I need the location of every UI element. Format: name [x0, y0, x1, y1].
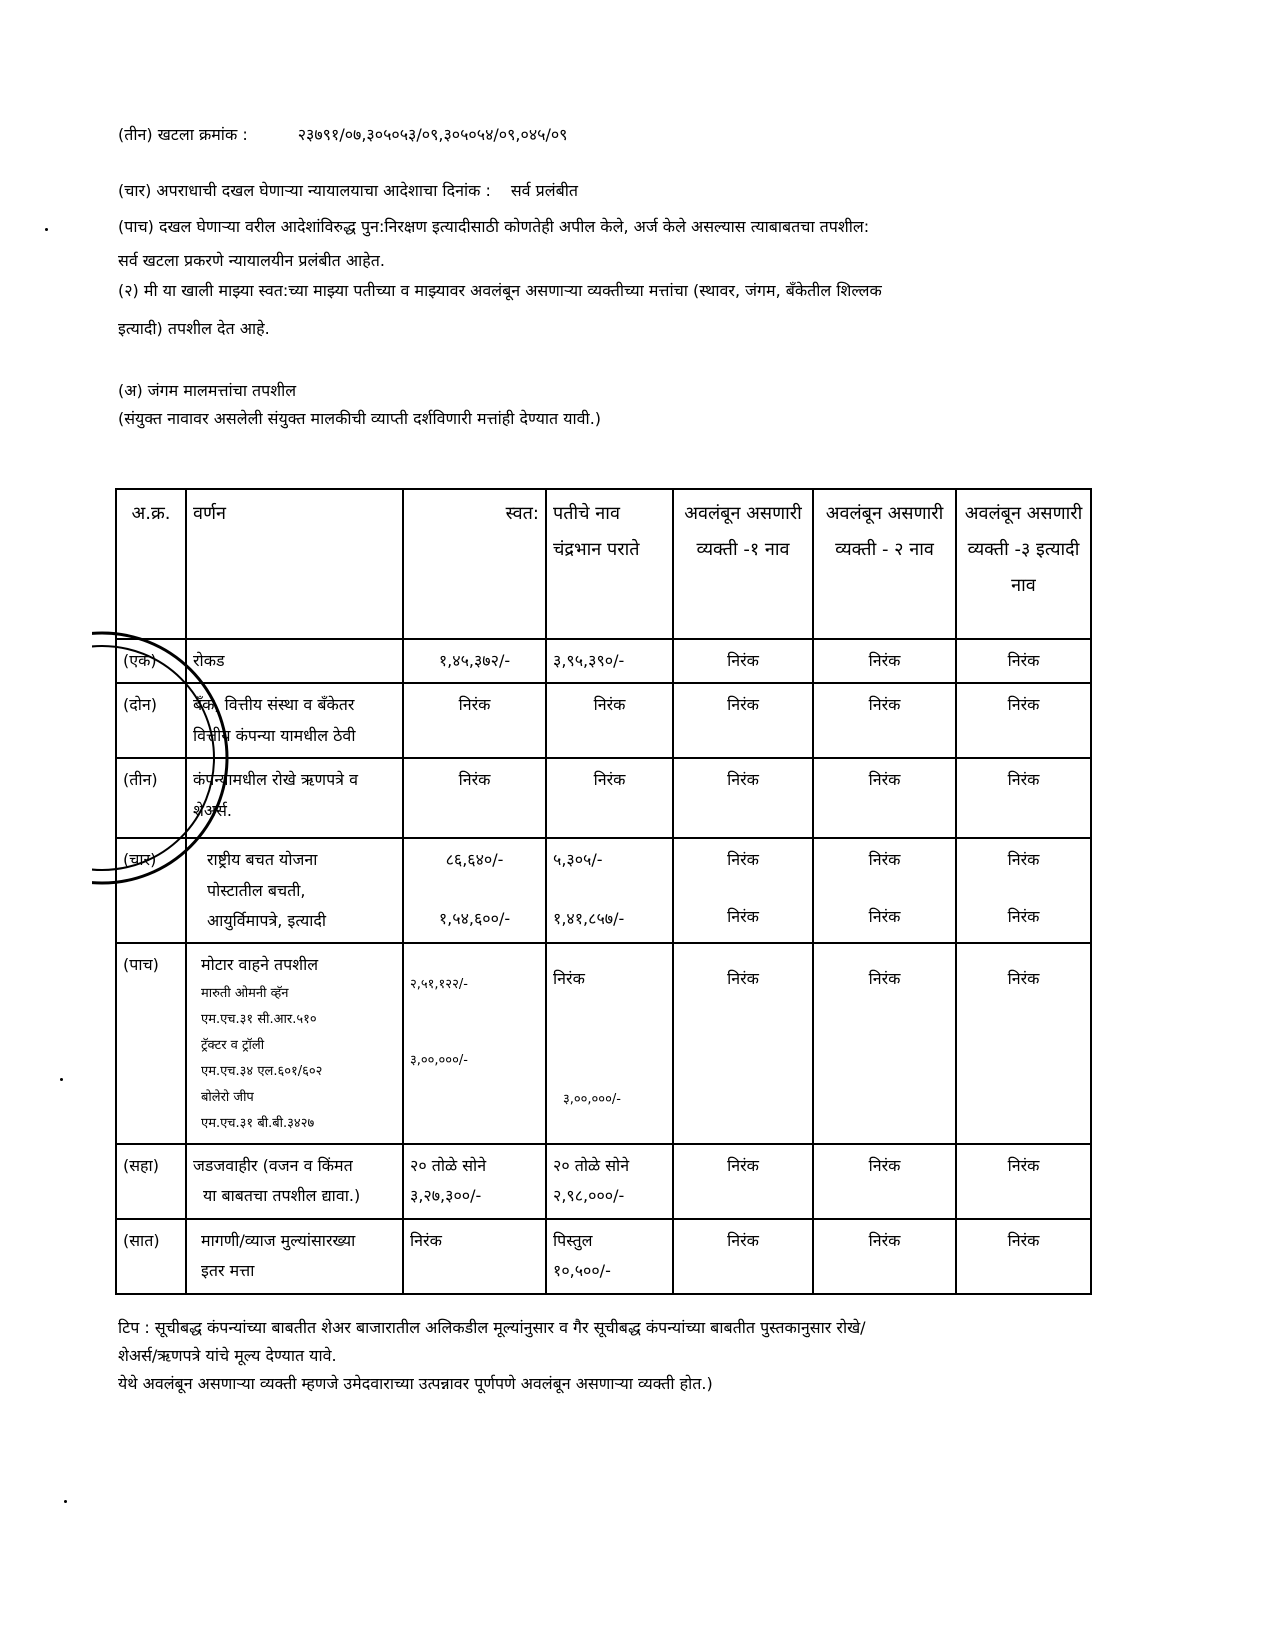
row-dependent-1: निरंक: [727, 850, 759, 870]
table-row: [116, 758, 1091, 838]
scan-speck: [60, 1078, 63, 1081]
row-description: मोटार वाहने तपशील: [201, 955, 319, 975]
row-self-value-2: १,५४,६००/-: [438, 908, 511, 928]
row-spouse-value: ३,९५,३९०/-: [546, 639, 673, 683]
col-header-serial: अ.क्र.: [116, 489, 186, 639]
row-dependent-1: निरंक: [727, 969, 759, 989]
vehicle-name: मारुती ओमनी व्हॅन: [201, 985, 289, 1001]
row-self-value-2: ३,००,०००/-: [410, 1053, 468, 1069]
row-description-2: पोस्टातील बचती,: [207, 880, 306, 900]
vehicle-number: एम.एच.३१ सी.आर.५१०: [201, 1011, 317, 1027]
section-note: (संयुक्त नावावर असलेली संयुक्त मालकीची व्याप्ती दर्शविणारी मत्तांही देण्यात यावी.): [118, 409, 602, 428]
col-header-spouse: पतीचे नाव चंद्रभान पराते: [546, 489, 673, 639]
row-spouse-value-2: २,९८,०००/-: [553, 1186, 625, 1206]
row-serial: (चार): [116, 838, 186, 943]
row-serial: (तीन): [116, 758, 186, 838]
footer-note-2: शेअर्स/ऋणपत्रे यांचे मूल्य देण्यात यावे.: [118, 1345, 337, 1365]
row-description: मागणी/व्याज मुल्यांसारख्या: [201, 1230, 356, 1250]
row-spouse-value: २० तोळे सोने: [553, 1155, 630, 1175]
row-serial: (सात): [116, 1219, 186, 1294]
row-dependent-2: निरंक: [813, 758, 956, 838]
row-dependent-3: निरंक: [956, 639, 1091, 683]
row-self-value: निरंक: [403, 683, 546, 758]
row-serial: (एक): [116, 639, 186, 683]
order-date-line: [118, 178, 1093, 204]
vehicle-name: बोलेरो जीप: [201, 1089, 254, 1105]
row-serial: (पाच): [116, 943, 186, 1143]
vehicle-name: ट्रॅक्टर व ट्रॉली: [201, 1037, 265, 1053]
footer-note: टिप : सूचीबद्ध कंपन्यांच्या बाबतीत शेअर बाजारातील अलिकडील मूल्यांनुसार व गैर सूचीबद्ध कंपन्यांच्या बाबतीत पुस्तकानुसार रोखे/: [118, 1317, 866, 1337]
table-row: [116, 1144, 1091, 1219]
row-self-value: २,५१,१२२/-: [410, 977, 468, 993]
row-description: कंपन्यामधील रोखे ऋणपत्रे व शेअर्स.: [186, 758, 403, 838]
row-spouse-value-2: १०,५००/-: [553, 1260, 611, 1280]
appeal-line: (पाच) दखल घेणाऱ्या वरील आदेशांविरुद्ध पुन:निरक्षण इत्यादीसाठी कोणतेही अपील केले, अर्ज केले असल्यास त्याबाबतचा तपशील:: [118, 217, 870, 236]
row-self-value: १,४५,३७२/-: [403, 639, 546, 683]
row-description: जडजवाहीर (वजन व किंमत: [193, 1155, 353, 1175]
row-dependent-1: निरंक: [673, 1219, 813, 1294]
scan-speck: [64, 1500, 67, 1503]
col-header-dependent-1: अवलंबून असणारी व्यक्ती -१ नाव: [673, 489, 813, 639]
row-dependent-3: निरंक: [956, 683, 1091, 758]
row-dependent-1: निरंक: [673, 639, 813, 683]
row-dependent-1: निरंक: [673, 758, 813, 838]
row-dependent-1: निरंक: [673, 683, 813, 758]
col-header-dependent-2: अवलंबून असणारी व्यक्ती - २ नाव: [813, 489, 956, 639]
row-description-2: इतर मत्ता: [201, 1260, 255, 1280]
table-row: [116, 1219, 1091, 1294]
row-spouse-value: निरंक: [546, 683, 673, 758]
col-header-description: वर्णन: [186, 489, 403, 639]
row-self-value: निरंक: [403, 1219, 546, 1294]
row-self-value-2: ३,२७,३००/-: [410, 1186, 482, 1206]
table-row: [116, 683, 1091, 758]
row-spouse-value: ५,३०५/-: [553, 850, 603, 870]
row-dependent-2: निरंक: [813, 683, 956, 758]
row-dependent-1: निरंक: [673, 1144, 813, 1219]
row-description: राष्ट्रीय बचत योजना: [207, 850, 318, 870]
row-description-3: आयुर्विमापत्रे, इत्यादी: [207, 910, 327, 930]
case-label: (तीन) खटला क्रमांक :: [118, 125, 248, 144]
row-spouse-value: पिस्तुल: [553, 1230, 593, 1250]
row-dependent-3: निरंक: [956, 1144, 1091, 1219]
row-self-value: ८६,६४०/-: [445, 850, 504, 870]
movable-assets-table: [115, 488, 1092, 1295]
declaration-line-2: इत्यादी) तपशील देत आहे.: [118, 319, 270, 338]
row-description: रोकड: [186, 639, 403, 683]
row-dependent-3: निरंक: [956, 758, 1091, 838]
row-dependent-3: निरंक: [1007, 850, 1040, 870]
row-dependent-2: निरंक: [868, 969, 901, 989]
declaration-line: (२) मी या खाली माझ्या स्वत:च्या माझ्या पतीच्या व माझ्यावर अवलंबून असणाऱ्या व्यक्तीच्या मत्तांचा (स्थावर, जंगम, बँकेतील शिल्लक: [118, 281, 882, 300]
row-spouse-value: निरंक: [546, 758, 673, 838]
row-dependent-3: निरंक: [1007, 969, 1040, 989]
case-numbers: २३७९१/०७,३०५०५३/०९,३०५०५४/०९,०४५/०९: [297, 125, 568, 144]
vehicle-number: एम.एच.३४ एल.६०१/६०२: [201, 1063, 323, 1079]
row-dependent-3b: निरंक: [1007, 906, 1040, 926]
row-dependent-2: निरंक: [813, 1144, 956, 1219]
row-spouse-value-2: ३,००,०००/-: [563, 1091, 621, 1107]
order-date-value: सर्व प्रलंबीत: [510, 181, 579, 200]
table-row: [116, 639, 1091, 683]
row-spouse-value: निरंक: [553, 969, 585, 989]
row-description: बँक, वित्तीय संस्था व बँकेतर वित्तीय कंपन्या यामधील ठेवी: [186, 683, 403, 758]
table-row: [116, 943, 1091, 1143]
vehicle-number: एम.एच.३१ बी.बी.३४२७: [201, 1115, 315, 1131]
order-date-label: (चार) अपराधाची दखल घेणाऱ्या न्यायालयाचा आदेशाचा दिनांक :: [118, 181, 491, 200]
row-description-2: या बाबतचा तपशील द्यावा.): [203, 1186, 361, 1206]
row-serial: (दोन): [116, 683, 186, 758]
col-header-dependent-3: अवलंबून असणारी व्यक्ती -३ इत्यादी नाव: [956, 489, 1091, 639]
appeal-status: सर्व खटला प्रकरणे न्यायालयीन प्रलंबीत आहेत.: [118, 251, 385, 270]
row-serial: (सहा): [116, 1144, 186, 1219]
case-number-line: [118, 122, 1093, 148]
table-row: [116, 838, 1091, 943]
row-dependent-2: निरंक: [813, 639, 956, 683]
scan-speck: [45, 228, 48, 231]
row-spouse-value-2: १,४१,८५७/-: [553, 908, 625, 928]
row-dependent-2: निरंक: [813, 1219, 956, 1294]
footer-note-3: येथे अवलंबून असणाऱ्या व्यक्ती म्हणजे उमेदवाराच्या उत्पन्नावर पूर्णपणे अवलंबून असणाऱ्या व्यक्ती होत.): [118, 1373, 713, 1393]
section-heading: (अ) जंगम मालमत्तांचा तपशील: [118, 381, 297, 400]
row-dependent-3: निरंक: [956, 1219, 1091, 1294]
row-dependent-2: निरंक: [868, 850, 901, 870]
col-header-self: स्वत:: [403, 489, 546, 639]
row-dependent-2b: निरंक: [868, 906, 901, 926]
row-self-value: २० तोळे सोने: [410, 1155, 487, 1175]
row-dependent-1b: निरंक: [727, 906, 759, 926]
row-self-value: निरंक: [403, 758, 546, 838]
table-header-row: [116, 489, 1091, 639]
